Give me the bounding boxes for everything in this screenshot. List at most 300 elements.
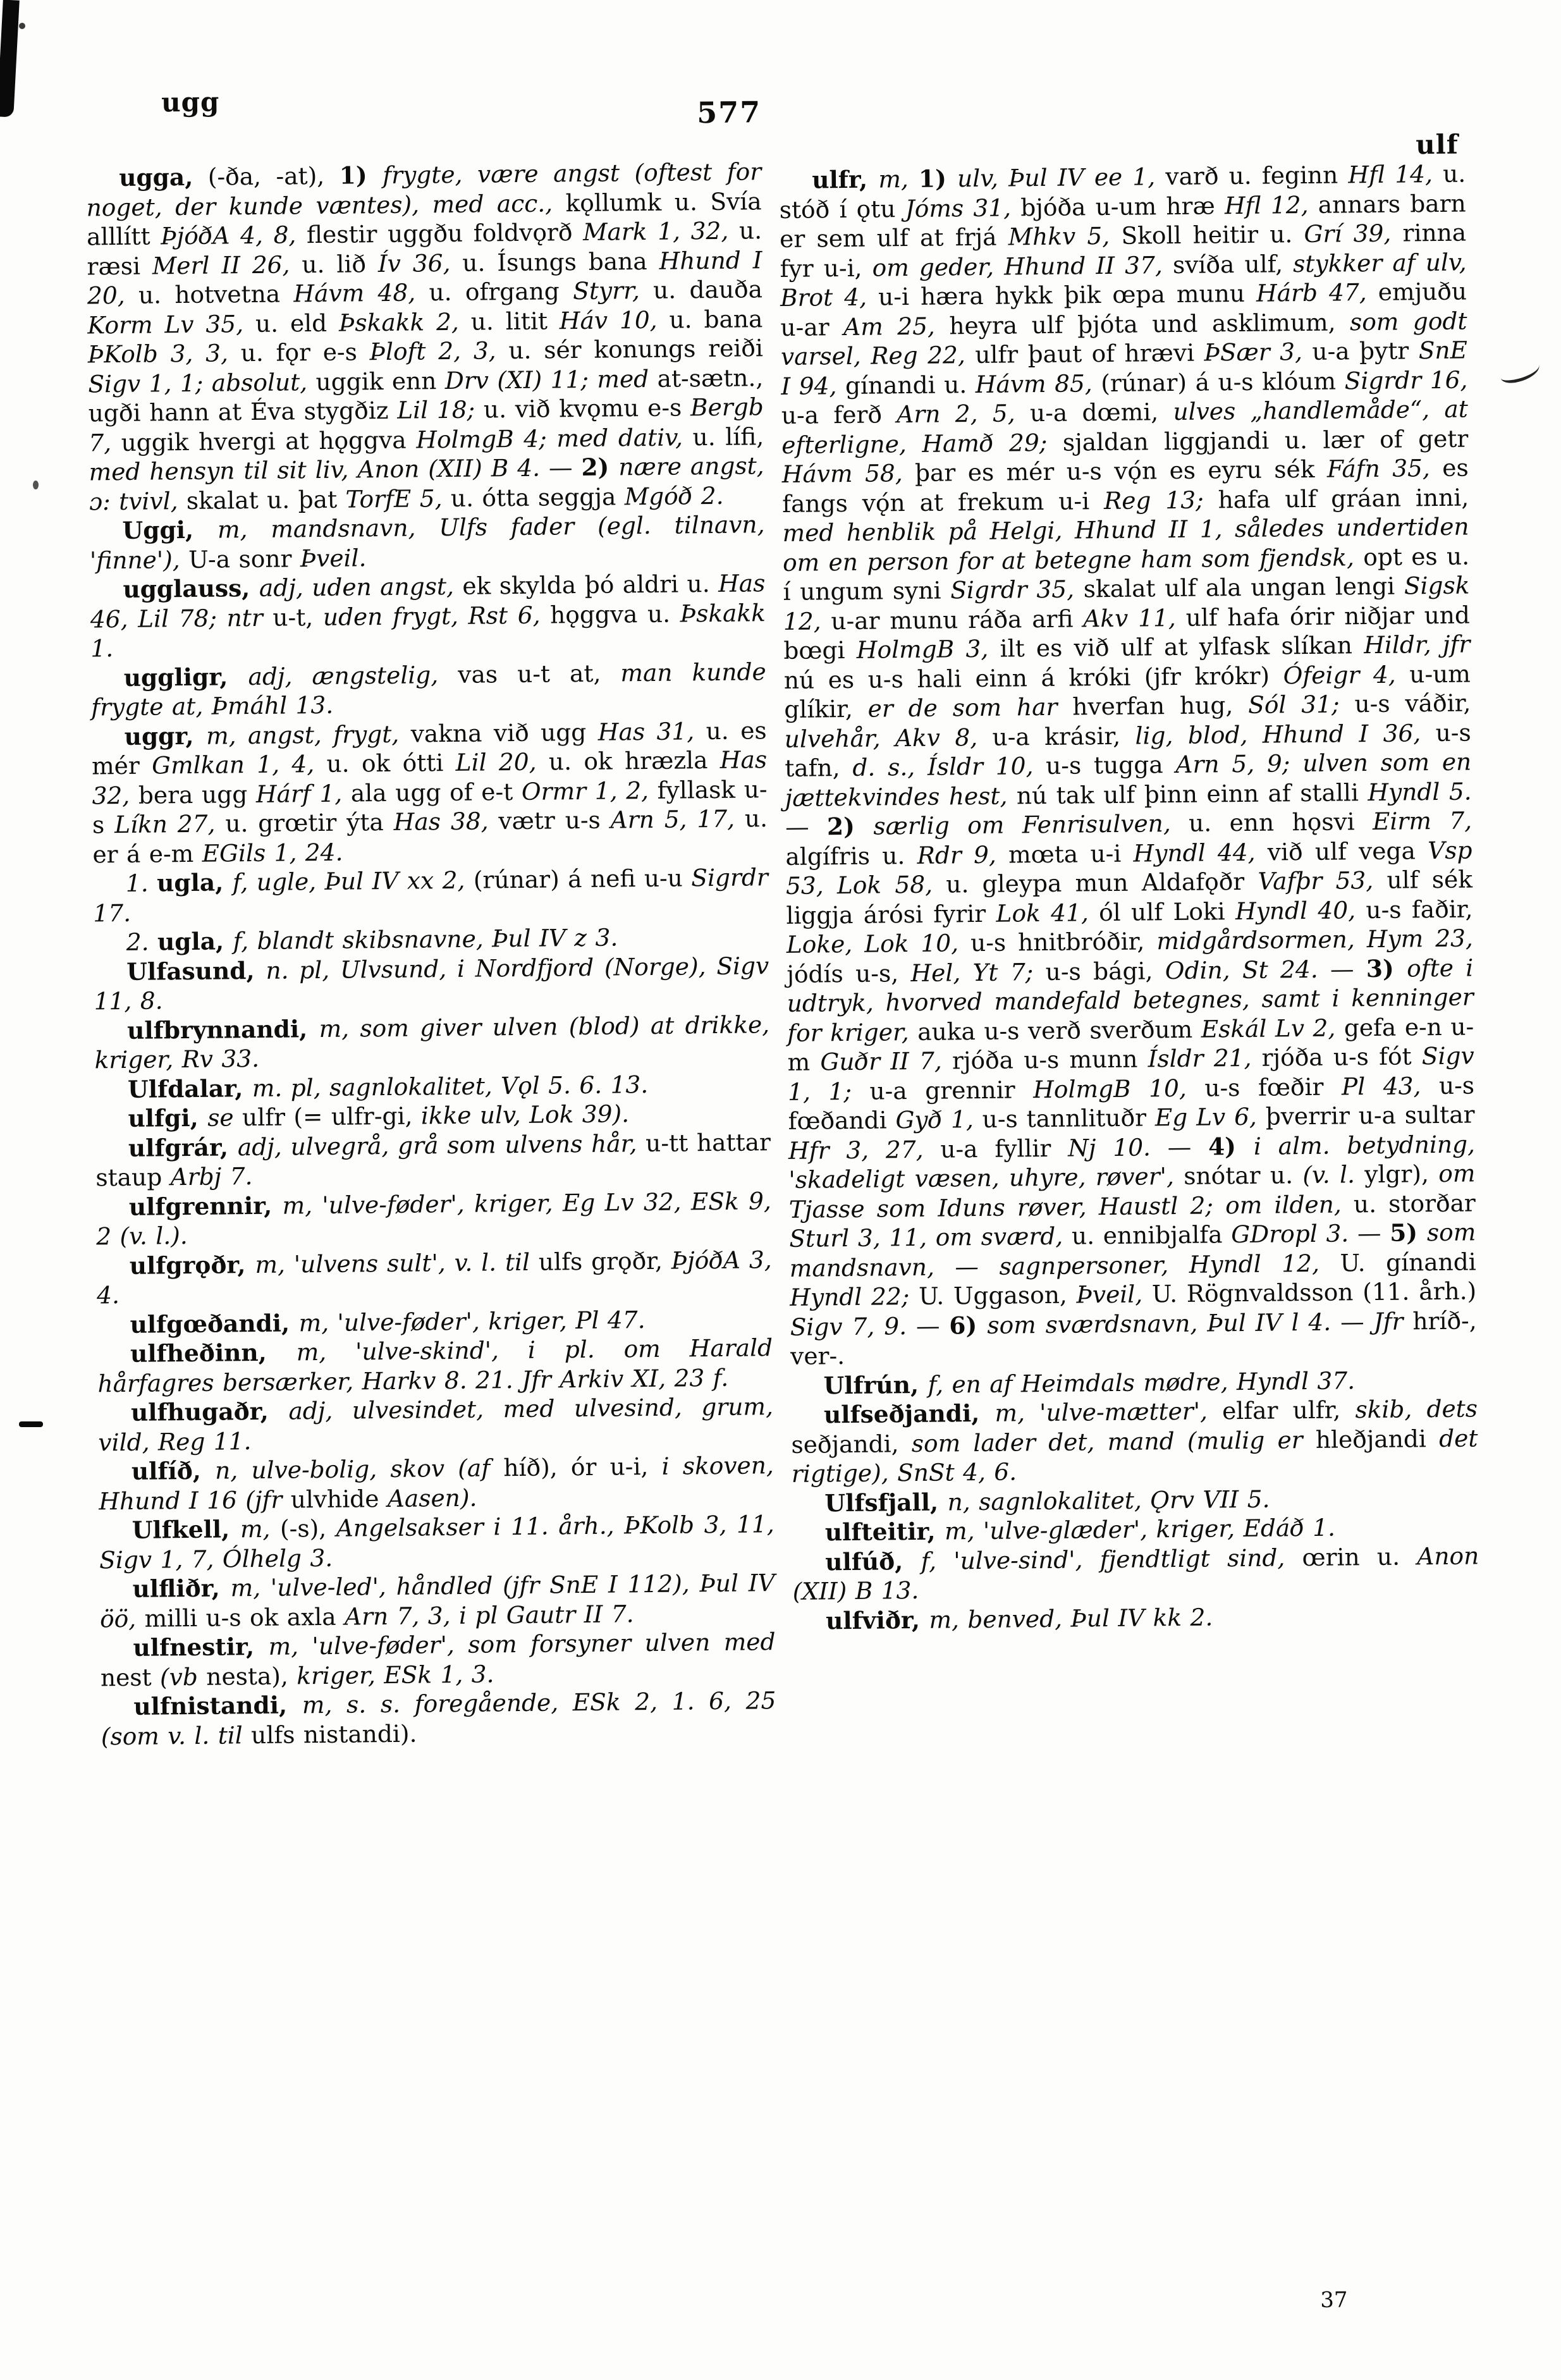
text-run: ulf hafa órir niðjar und bœgi (783, 601, 1471, 665)
text-run: rjóða u-s fót (1261, 1042, 1422, 1072)
text-run: Þveil. (300, 543, 367, 572)
text-run: Hfl 14, (1348, 159, 1443, 189)
text-run: Mhkv 5, (1008, 221, 1122, 251)
text-run: vakna við ugg (410, 718, 598, 748)
dictionary-entry (90, 568, 766, 663)
text-run: u. sér konungs reiði (508, 334, 764, 365)
text-run: kǫllumk u. Svía alllítt (86, 187, 762, 251)
text-run: Sturl 3, 11, om sværd, (789, 1222, 1072, 1253)
text-run: ól ulf Loki (1098, 897, 1236, 926)
text-run: Arn 5, 17, (610, 804, 745, 834)
text-run: ugði hann at Éva stygðiz (88, 396, 398, 427)
text-run: u-s bági, (1045, 956, 1165, 986)
text-run: ulfgrennir, (128, 1191, 283, 1221)
text-run: Vsp 53, Lok 58, (785, 835, 1472, 900)
text-run: ulfnistandi, (133, 1691, 303, 1721)
text-run: m. pl, sagnlokalitet, Vǫl 5. 6. 13. (252, 1070, 649, 1102)
text-run: TorfE 5, (345, 484, 451, 513)
text-run: u. es mér (91, 716, 767, 780)
text-run: Ulfkell, (132, 1515, 241, 1544)
text-run: ulvhide (290, 1484, 388, 1513)
text-run: heyra ulf þjóta und asklimum, (949, 307, 1350, 340)
text-run: Þveil, (1076, 1280, 1153, 1309)
dictionary-entry (99, 1509, 775, 1574)
text-run: ulfheðinn, (130, 1338, 297, 1368)
text-run: u-a dœmi, (1029, 398, 1173, 427)
text-run: ulfr, (812, 165, 879, 194)
text-run: Hfl 12, (1224, 190, 1319, 219)
text-run: Sól 31; (1247, 690, 1355, 719)
text-run: u. bana (669, 304, 763, 334)
text-run: m, 'ulve-føder', kriger, Eg Lv 32, ESk 9, 2 (v. l.). (96, 1186, 771, 1251)
text-run: Eskál Lv 2, (1201, 1013, 1345, 1043)
text-run: u. Ísungs bana (462, 247, 659, 277)
text-run: u-i hæra hykk þik œpa munu (878, 279, 1257, 311)
text-run: f, ugle, Þul IV xx 2, (232, 866, 474, 897)
text-run: u. lífi, (692, 422, 764, 451)
text-run: u. stóð í ǫtu (779, 159, 1466, 224)
text-run: n, sagnlokalitet, Ǫrv VII 5. (947, 1485, 1270, 1516)
text-run: híð), ór u-i, (503, 1452, 662, 1482)
text-run: n, ulve-bolig, skov (af (214, 1454, 504, 1485)
text-run: skalat ulf ala ungan lengi (1083, 572, 1405, 603)
text-run: Lil 20, (455, 747, 549, 776)
text-run: ulfgrǫðr, (129, 1250, 255, 1280)
text-run: varð u. feginn (1165, 161, 1349, 191)
text-run: Ormr 1, 2, (521, 776, 658, 806)
text-run: — (1340, 1307, 1374, 1336)
dictionary-entry (91, 657, 767, 722)
text-run: om Tjasse som Iduns røver, Haustl 2; om ilden, (788, 1159, 1476, 1224)
text-run: HolmgB 10, (1032, 1074, 1205, 1103)
text-run: Sigsk 12, (783, 571, 1470, 635)
text-run: ulfs grǫðr, (538, 1246, 672, 1276)
text-run: Þloft 2, 3, (369, 336, 509, 366)
text-run: rinna fyr u-i, (780, 218, 1467, 283)
text-run: Korm Lv 35, (87, 309, 256, 339)
text-run: Hfr 3, 27, (788, 1135, 941, 1165)
text-run: m, s. s. foregående, ESk 2, 1. 6, 25 (som v. l. til (101, 1686, 776, 1750)
text-run: u. ennibjalfa (1071, 1220, 1232, 1250)
text-run: Eirm 7, (1372, 806, 1472, 835)
text-run: midgårdsormen, Hym 23, (1156, 924, 1474, 955)
text-run: ulv, Þul IV ee 1, (957, 163, 1166, 193)
text-run: Gmlkan 1, 4, (151, 749, 327, 780)
text-run: 1. (125, 869, 157, 897)
text-run: ugglauss, (123, 574, 260, 603)
text-run: ugga, (118, 163, 193, 192)
text-run: Hyndl 40, (1235, 895, 1366, 925)
text-run: u. lið (302, 249, 379, 278)
text-run: uggligr, (123, 662, 248, 692)
text-run: Sigv 7, 9. (790, 1311, 917, 1341)
text-run: se (207, 1103, 243, 1132)
text-run: u-t, (272, 603, 324, 632)
text-run: elfar ulfr, (1221, 1395, 1356, 1425)
text-run: ulfúð, (825, 1547, 921, 1576)
text-run: Hyndl 22; (790, 1282, 919, 1311)
text-run: kriger, ESk 1, 3. (297, 1659, 494, 1690)
text-run: Þskakk 2, (338, 307, 471, 337)
text-run: uggik enn (315, 366, 446, 396)
text-run: adj, ulvegrå, grå som ulvens hår, (237, 1129, 646, 1161)
text-run: m, som giver ulven (blod) at drikke, kriger, Rv 33. (94, 1010, 770, 1074)
running-head (0, 73, 1553, 161)
text-run: Styrr, (572, 276, 654, 305)
signature-number: 37 (1320, 2287, 1348, 2313)
dictionary-entry (96, 1245, 772, 1310)
text-run: 1) (339, 161, 383, 190)
text-run: bjóða u-um hræ (1020, 191, 1225, 221)
text-run: m, 'ulve-glæder', kriger, Edáð 1. (944, 1513, 1336, 1545)
text-run: Sigv 1, 1; absolut, (88, 367, 316, 398)
text-run: uggr, (124, 721, 207, 751)
text-run: U-a sonr (188, 544, 301, 574)
text-run: ilt es við ulf at ylfask slíkan (1000, 631, 1364, 663)
text-run: u. hotvetna (138, 279, 294, 309)
text-run: gefa e-n u-m (787, 1012, 1474, 1076)
text-run: ulves „handlemåde“, at efterligne, Hamð 29; (781, 395, 1469, 459)
text-run: adj, ængstelig, (248, 660, 458, 690)
text-run: Þskakk 1. (90, 598, 766, 663)
text-run: — (1167, 1132, 1209, 1161)
text-run: snótar u. (1184, 1161, 1303, 1190)
text-run: m, mandsnavn, Ulfs fader (egl. tilnavn, 'finne'), (89, 510, 765, 574)
text-run: Has 32, (92, 745, 768, 809)
catchword-right: ulf (1415, 128, 1459, 161)
text-run: Eg Lv 6, (1154, 1102, 1266, 1132)
text-run: m, 'ulve-mætter', (995, 1397, 1223, 1427)
text-run: vætr u-s (498, 806, 611, 835)
text-run: EGils 1, 24. (202, 838, 343, 868)
text-run: hleðjandi (1315, 1424, 1440, 1454)
text-run: m, (878, 164, 919, 193)
text-run: n. pl, Ulvsund, i Nordfjord (Norge), Sigv 11, 8. (94, 951, 769, 1015)
text-run: u-s tafn, (784, 718, 1471, 782)
text-run: nest (100, 1662, 161, 1691)
text-run: ulfhugaðr, (130, 1397, 289, 1426)
text-run: adj, ulvesindet, med ulvesind, grum, vild, Reg 11. (98, 1392, 774, 1456)
text-run: Fáfn 35, (1326, 453, 1443, 483)
text-run: skib, dets (1355, 1394, 1478, 1424)
text-run: u. ræsi (87, 216, 762, 280)
text-run: Jóms 31, (905, 193, 1021, 223)
text-run: Sigrdr 35, (950, 575, 1084, 604)
text-run: særlig om Fenrisulven, (873, 809, 1189, 840)
text-run: (-ða, -at), (193, 161, 340, 191)
text-run: ÞKolb 3, 3, (87, 339, 241, 369)
dictionary-entry (89, 510, 765, 575)
text-run: SnE I 94, (781, 336, 1468, 400)
text-run: ulfgi, (128, 1103, 208, 1132)
text-run: Mark 1, 32, (582, 216, 740, 246)
text-run: U. Rögnvaldsson (11. årh.) (1151, 1277, 1477, 1308)
text-run: u. eld (255, 309, 340, 338)
text-run: seðjandi, (791, 1429, 912, 1459)
text-run: Skoll heitir u. (1121, 220, 1304, 250)
text-run: hǫggva u. (549, 599, 680, 629)
text-run: m, 'ulve-led', håndled (jfr SnE I 112), Þul IV öö, (99, 1569, 775, 1633)
text-run: gínandi u. (845, 370, 976, 400)
text-run: Hávm 58, (781, 458, 915, 488)
text-run: Háv 10, (559, 305, 670, 334)
text-run: œrin u. (1302, 1542, 1417, 1571)
dictionary-entry (93, 862, 769, 928)
text-run: Sigrdr 16, (1344, 365, 1468, 395)
text-run: ulfr þaut of hrævi (975, 338, 1204, 369)
text-run: U. Uggason, (918, 1280, 1077, 1310)
text-run: ulfíð, (131, 1456, 216, 1485)
text-run: — (1330, 954, 1367, 983)
text-run: m, 'ulve-føder', som forsyner ulven med (268, 1628, 776, 1660)
text-run: Ív 36, (377, 248, 463, 278)
text-run: Drv (XI) 11; med (444, 364, 658, 395)
text-run: svíða ulf, (1172, 249, 1294, 279)
text-run: ulvehår, Akv 8, (784, 723, 993, 753)
text-run: uggik hvergi at hǫggva (121, 425, 417, 457)
text-run: Líkn 27, (114, 809, 226, 839)
text-run: Hildr, jfr (1363, 630, 1471, 659)
text-run: ÞSær 3, (1204, 337, 1313, 367)
text-run: u. við kvǫmu e-s (483, 393, 691, 424)
text-run: u. fǫr e-s (240, 338, 370, 367)
text-run: m, benved, Þul IV kk 2. (929, 1602, 1213, 1634)
text-run: f, 'ulve-sind', fjendtligt sind, (921, 1543, 1302, 1575)
text-run: u-s váðir, (1354, 689, 1471, 718)
text-run: ulfgrár, (128, 1132, 238, 1162)
text-run: Has 46, Lil 78; ntr (90, 569, 766, 633)
text-run: ÞjóðA 3, 4. (96, 1245, 772, 1310)
text-run: 2. (126, 928, 158, 956)
text-run: er de som har (867, 692, 1073, 723)
text-run: u. ofrgang (429, 277, 573, 307)
text-run: m, 'ulve-føder', kriger, Pl 47. (298, 1305, 646, 1337)
text-run: skalat u. þat (186, 485, 346, 515)
text-run: Ulfdalar, (127, 1074, 253, 1103)
text-run: u. grœtir ýta (225, 807, 394, 838)
text-run: ek skylda þó aldri u. (462, 569, 719, 600)
text-run: algífris u. (785, 841, 917, 871)
text-run: Grí 39, (1304, 219, 1403, 248)
text-run: Lil 18; (396, 395, 484, 424)
text-run: u. dauða (652, 275, 763, 304)
text-run: U. gínandi (1340, 1247, 1476, 1277)
text-run: 4) (1208, 1132, 1254, 1161)
text-run: u. ok ótti (326, 748, 456, 778)
text-run: ulfseðjandi, (823, 1399, 995, 1429)
text-run: Hávm 85, (975, 369, 1101, 398)
text-run: ulfr (= ulfr-gi, (242, 1101, 422, 1132)
text-run: ulf sék liggja árósi fyrir (786, 865, 1473, 929)
text-run: ulfgœðandi, (130, 1308, 299, 1339)
dictionary-entry (96, 1186, 772, 1251)
text-run: uden frygt, Rst 6, (322, 600, 551, 631)
text-run: Arn 5, 9; ulven som en jættekvindes hest, (785, 747, 1472, 812)
text-run: Guðr II 7, (820, 1046, 953, 1076)
dictionary-entry (91, 716, 768, 869)
text-run: Ófeigr 4, (1283, 659, 1410, 689)
text-run: Arn 7, 3, i pl Gautr II 7. (344, 1599, 634, 1631)
text-run: som lader det, mand (mulig er (911, 1425, 1316, 1457)
dictionary-entry (100, 1627, 776, 1692)
text-run: ulfnestir, (133, 1632, 269, 1662)
text-run: u-a þytr (1312, 336, 1419, 365)
text-run: som sværdsnavn, Þul IV l 4. (987, 1308, 1341, 1339)
dictionary-entry (86, 157, 764, 516)
text-run: Hyndl 5. (1368, 776, 1472, 806)
text-run: f, en af Heimdals mødre, Hyndl 37. (927, 1366, 1356, 1399)
dictionary-entry (95, 1127, 771, 1193)
text-run: Ísldr 21, (1148, 1043, 1262, 1073)
text-run: ulfteitir, (824, 1517, 945, 1547)
text-run: ofte i udtryk, hvorved mandefald betegnes, samt i kenninger for kriger, (787, 953, 1474, 1047)
text-run: Hel, Yt 7; (910, 957, 1046, 987)
text-run: i alm. betydning, 'skadeligt væsen, uhyre, røver', (788, 1129, 1476, 1194)
text-run: Nj 10. (1067, 1132, 1168, 1162)
text-run: nú tak ulf þinn einn af stalli (1016, 778, 1368, 809)
text-run: Jfr (1373, 1306, 1413, 1335)
text-run: m, 'ulvens sult', v. l. til (255, 1248, 539, 1279)
text-run: om geder, Hhund II 37, (872, 250, 1173, 282)
text-run: Reg 13; (1103, 485, 1218, 515)
dictionary-entry (99, 1568, 775, 1633)
text-run: Arbj 7. (170, 1162, 253, 1191)
text-run: m, angst, frygt, (205, 720, 411, 750)
text-run: Odin, St 24. (1165, 955, 1331, 985)
text-run: 6) (949, 1311, 988, 1339)
text-run: u. gleypa mun Aldafǫðr (946, 867, 1258, 899)
text-run: u. storðar (1353, 1188, 1476, 1218)
text-run: — (915, 1311, 950, 1340)
text-run: det rigtige), SnSt 4, 6. (791, 1423, 1478, 1488)
text-run: Akv 11, (1083, 603, 1186, 632)
text-run: u-s fœðandi (788, 1070, 1475, 1135)
text-run: ala ugg of e-t (350, 777, 522, 807)
text-run: Angelsakser i 11. årh., ÞKolb 3, 11, Sigv 1, 7, Ólhelg 3. (99, 1510, 774, 1574)
dictionary-entry (98, 1392, 774, 1457)
text-run: m, (240, 1514, 281, 1543)
text-run: u-a krásir, (992, 721, 1136, 751)
text-run: Hárb 47, (1256, 278, 1378, 307)
text-run: Am 25, (843, 311, 950, 341)
text-run: Hárf 1, (255, 779, 352, 808)
text-run: ylgr), (1364, 1160, 1439, 1189)
text-run: sjaldan liggjandi u. lær of getr (1062, 424, 1469, 457)
text-run: es fangs vǫ́n at frekum u-i (781, 453, 1469, 518)
text-run: u-a grennir (869, 1075, 1034, 1105)
catchword-left: ugg (161, 86, 220, 118)
text-run: Bergb 7, (89, 393, 764, 457)
text-run: Has 38, (393, 807, 499, 836)
text-run: (v. l. (1302, 1160, 1365, 1189)
text-run: u-a ferð (781, 400, 897, 429)
text-run: ulfviðr, (825, 1605, 929, 1635)
text-run: (vb (159, 1662, 207, 1691)
text-run: f, blandt skibsnavne, Þul IV z 3. (233, 923, 618, 955)
text-run: 3) (1366, 954, 1407, 983)
text-run: u-ar munu ráða arfi (831, 604, 1084, 635)
text-run: hafa ulf gráan inni, (1218, 483, 1469, 513)
text-run: 2) (826, 812, 874, 841)
text-run: Ulfasund, (126, 956, 266, 986)
text-run: hríð-, ver-. (790, 1306, 1477, 1370)
text-run: rjóða u-s munn (952, 1045, 1148, 1075)
dictionary-entry (97, 1333, 773, 1398)
text-run: u. ok hræzla (548, 745, 720, 776)
text-run: opt es u. í ungum syni (783, 542, 1470, 606)
text-run: Uggi, (122, 515, 218, 544)
right-column (779, 159, 1479, 1636)
text-run: d. s., Ísldr 10, (852, 751, 1046, 782)
text-run: u. er á e-m (92, 804, 768, 868)
text-run: u-s hnitbróðir, (970, 927, 1157, 957)
text-run: ikke ulv, Lok 39). (420, 1100, 630, 1130)
text-run: u-s faðir, (1366, 894, 1473, 924)
text-run: emjuðu u-ar (780, 277, 1467, 341)
text-run: adj, uden angst, (259, 572, 463, 602)
text-run: Hhund I 20, (87, 245, 762, 310)
text-run: Aasen). (387, 1483, 477, 1512)
dictionary-entry (99, 1451, 774, 1516)
dictionary-entry (792, 1541, 1479, 1606)
text-run: ulfliðr, (132, 1574, 231, 1603)
text-run: med hensyn til sit liv, Anon (XII) B 4. (89, 453, 549, 486)
text-run: milli u-s ok axla (144, 1602, 345, 1633)
text-run: bera ugg (138, 780, 257, 809)
text-run: nú es u-s hali einn á króki (jfr krókr) (783, 661, 1283, 694)
text-run: við ulf vega (1267, 836, 1428, 866)
text-run: HolmgB 3, (856, 634, 1000, 664)
text-run: nære angst, ɔ: tvivl, (89, 451, 764, 515)
text-run: at-sætn., (657, 363, 764, 393)
text-run: þar es mér u-s vǫ́n es eyru sék (914, 455, 1328, 487)
text-run: u-um glíkir, (784, 659, 1471, 723)
text-run: som mandsnavn, — sagnpersoner, Hyndl 12, (789, 1218, 1476, 1282)
text-run: — (785, 813, 828, 841)
text-run: lig, blod, Hhund I 36, (1135, 718, 1436, 750)
text-run: m, 'ulve-skind', i pl. om Harald hårfagres bersærker, Harkv 8. 21. Jfr Arkiv XI, 23 f. (97, 1334, 773, 1397)
text-run: frygte, være angst (oftest for noget, der kunde væntes), med acc., (86, 157, 762, 221)
text-run: þverrir u-a sultar (1265, 1100, 1475, 1131)
text-run: u-s fœðir (1204, 1072, 1342, 1102)
text-run: u. enn hǫsvi (1188, 807, 1373, 837)
text-run: ÞjóðA 4, 8, (161, 221, 307, 250)
text-run: man kunde frygte at, Þmáhl 13. (91, 657, 766, 721)
text-run: i skoven, Hhund I 16 (jfr (99, 1451, 774, 1515)
text-run: nesta), (206, 1661, 297, 1691)
text-run: Arn 2, 5, (897, 399, 1031, 429)
text-run: u-a fyllir (940, 1134, 1068, 1163)
text-run: Sigrdr 17. (93, 863, 769, 927)
text-run: ugla, (156, 868, 233, 897)
text-run: u-s tugga (1045, 750, 1176, 780)
text-run: u. litit (470, 306, 560, 336)
text-run: ulfbrynnandi, (126, 1014, 319, 1045)
text-run: 1) (918, 164, 958, 193)
page-number: 577 (696, 95, 762, 130)
text-run: jódís u-s, (787, 959, 911, 988)
text-run: ugla, (157, 927, 233, 956)
text-run: Hávm 48, (293, 278, 429, 308)
text-run: ulfs nistandi). (250, 1719, 417, 1749)
text-run: (rúnar) á u-s klóum (1101, 366, 1345, 397)
text-run: 5) (1390, 1218, 1428, 1247)
dictionary-entry (791, 1394, 1478, 1488)
text-run: Sigv 1, 1; (787, 1041, 1474, 1106)
text-run: — (1357, 1218, 1390, 1248)
text-run: u. ótta seggja (450, 482, 625, 512)
text-run: GDropl 3. (1230, 1219, 1358, 1249)
